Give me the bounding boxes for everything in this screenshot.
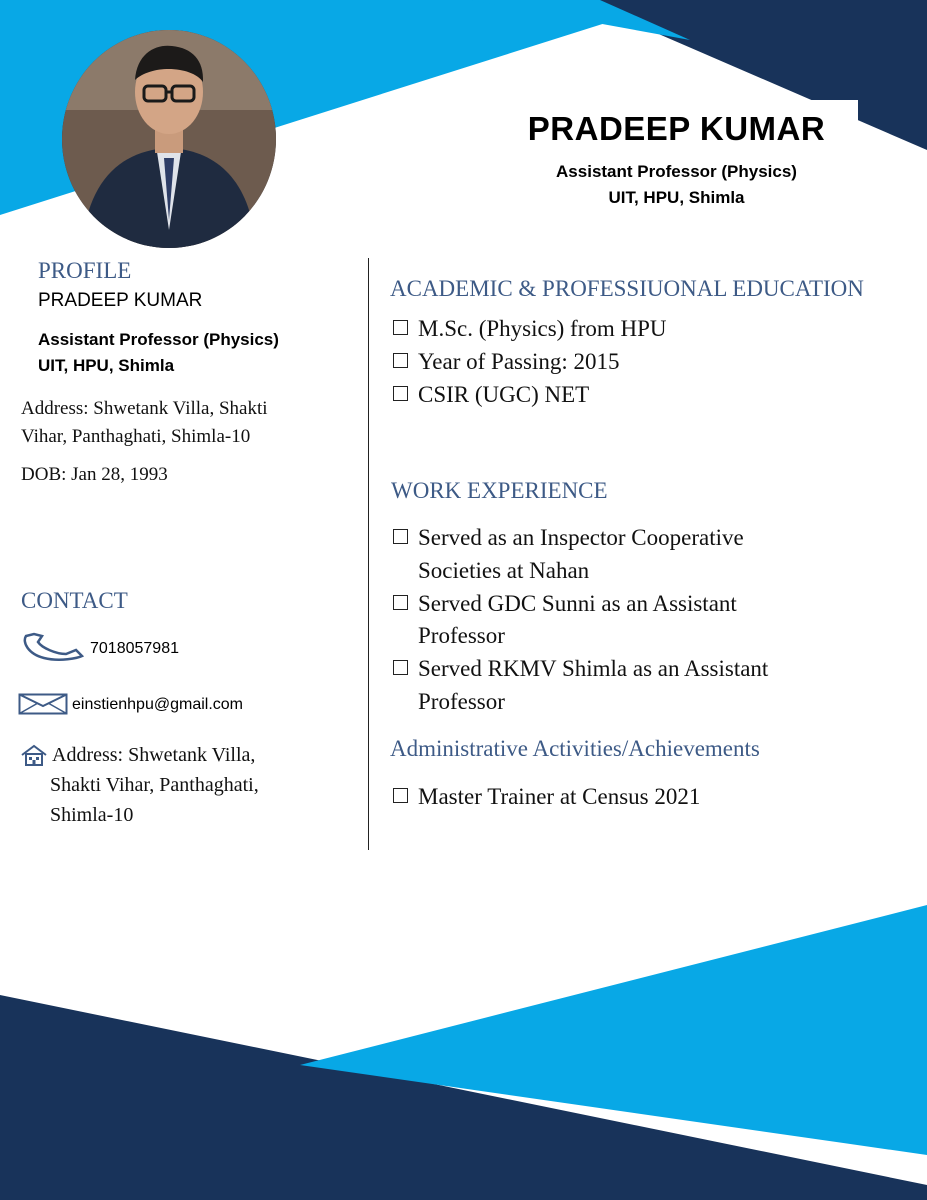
column-divider (368, 258, 369, 850)
header-title-line1: Assistant Professor (Physics) (556, 162, 797, 181)
education-item-text: Year of Passing: 2015 (418, 349, 620, 374)
profile-address-line1: Address: Shwetank Villa, Shakti (21, 398, 268, 419)
work-item (393, 656, 768, 682)
admin-item-text: Master Trainer at Census 2021 (418, 784, 701, 809)
work-item-continuation: Societies at Nahan (418, 558, 590, 583)
contact-address-line2: Shakti Vihar, Panthaghati, (50, 774, 259, 796)
admin-item (393, 784, 700, 810)
header-title-line2: UIT, HPU, Shimla (608, 188, 745, 207)
profile-name: PRADEEP KUMAR (38, 290, 203, 311)
profile-title-line2: UIT, HPU, Shimla (38, 356, 175, 375)
contact-email: einstienhpu@gmail.com (72, 696, 243, 713)
contact-phone: 7018057981 (90, 640, 179, 657)
checkbox-icon (393, 595, 408, 610)
home-icon (21, 744, 47, 771)
work-item-continuation: Professor (418, 623, 505, 648)
work-item (393, 525, 744, 551)
work-item (393, 591, 737, 617)
work-item-text: Served RKMV Shimla as an Assistant (418, 656, 769, 681)
work-heading: WORK EXPERIENCE (391, 478, 608, 503)
header-name: PRADEEP KUMAR (527, 110, 826, 147)
checkbox-icon (393, 320, 408, 335)
work-item-continuation: Professor (418, 689, 505, 714)
contact-address-line1: Address: Shwetank Villa, (52, 744, 256, 766)
work-item-text: Served as an Inspector Cooperative (418, 525, 744, 550)
education-heading: ACADEMIC & PROFESSIUONAL EDUCATION (390, 276, 864, 301)
admin-heading: Administrative Activities/Achievements (390, 736, 760, 761)
contact-heading: CONTACT (21, 588, 128, 613)
education-item (393, 382, 589, 408)
education-item-text: CSIR (UGC) NET (418, 382, 590, 407)
checkbox-icon (393, 353, 408, 368)
profile-title-line1: Assistant Professor (Physics) (38, 330, 279, 349)
work-item-text: Served GDC Sunni as an Assistant (418, 591, 737, 616)
phone-icon (20, 632, 86, 667)
profile-dob: DOB: Jan 28, 1993 (21, 464, 168, 485)
checkbox-icon (393, 788, 408, 803)
checkbox-icon (393, 660, 408, 675)
contact-address-line3: Shimla-10 (50, 804, 134, 826)
checkbox-icon (393, 386, 408, 401)
profile-address-line2: Vihar, Panthaghati, Shimla-10 (21, 426, 251, 447)
checkbox-icon (393, 529, 408, 544)
profile-photo (62, 30, 276, 248)
envelope-icon (18, 693, 68, 720)
header-name-box (495, 100, 858, 230)
education-item (393, 349, 619, 375)
education-item (393, 316, 667, 342)
education-item-text: M.Sc. (Physics) from HPU (418, 316, 667, 341)
profile-heading: PROFILE (38, 258, 132, 283)
